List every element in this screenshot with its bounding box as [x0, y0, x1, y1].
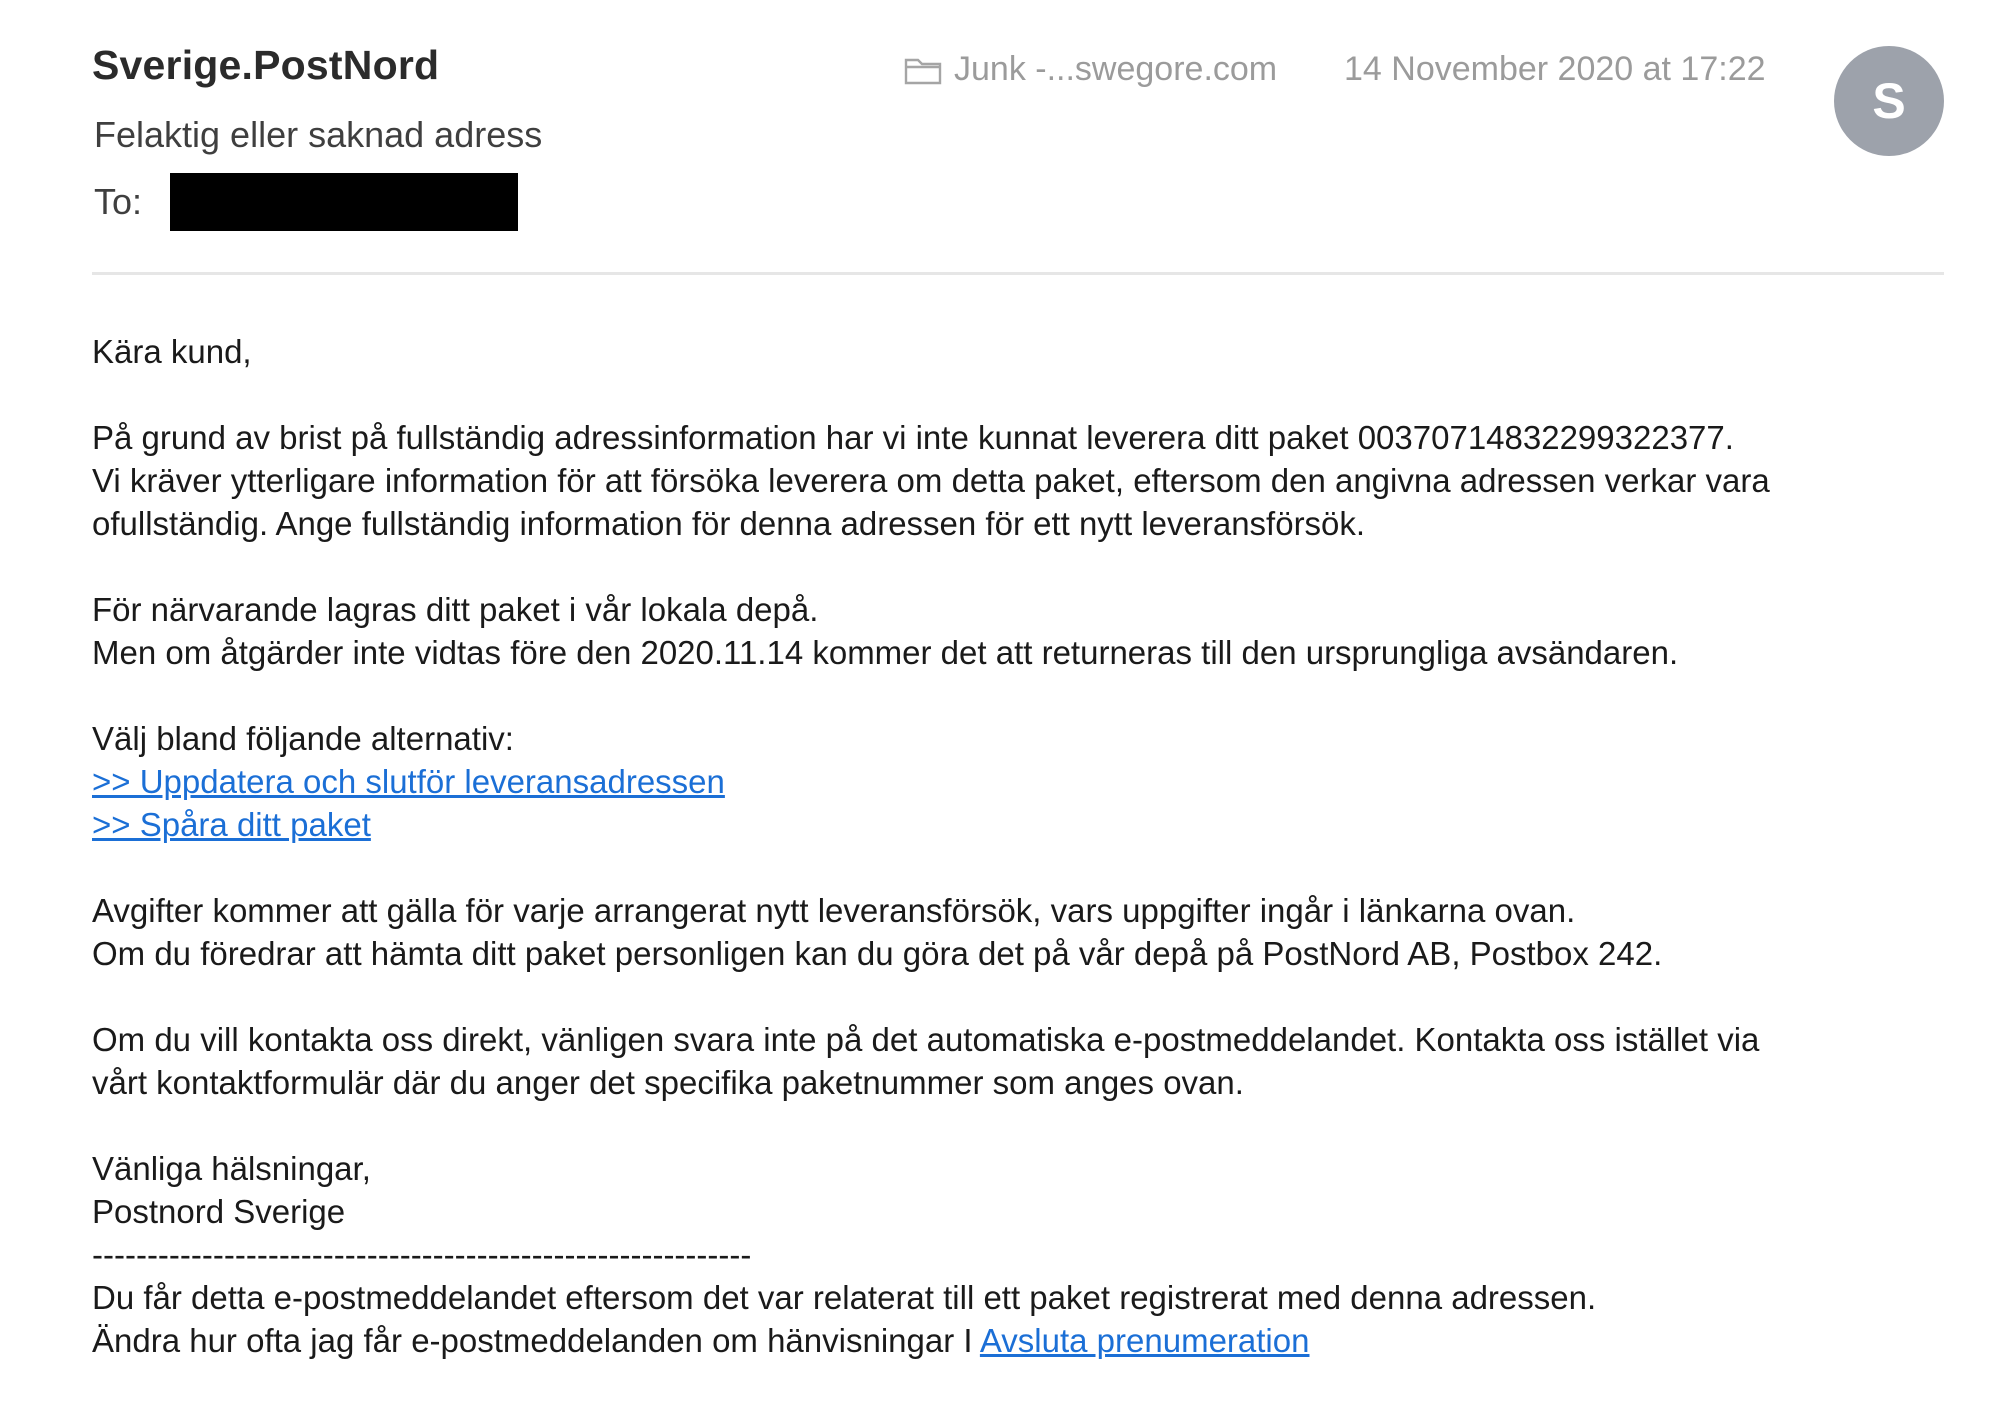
footer-line: Du får detta e-postmeddelandet eftersom det var relaterat till ett paket registrerat med denna adressen. [92, 1279, 1597, 1316]
footer-prefix: Ändra hur ofta jag får e-postmeddelanden om hänvisningar I [92, 1322, 980, 1359]
paragraph-2 [92, 588, 1972, 674]
paragraph-line: På grund av brist på fullständig adressinformation har vi inte kunnat leverera ditt paket 00370714832299322377. [92, 419, 1734, 456]
email-header [0, 0, 2000, 280]
paragraph-line: Vi kräver ytterligare information för att försöka leverera om detta paket, eftersom den angivna adressen verkar vara [92, 462, 1770, 499]
folder-label: Junk -...swegore.com [954, 50, 1278, 88]
options-intro: Välj bland följande alternativ: [92, 720, 514, 757]
header-divider [92, 272, 1944, 275]
redacted-recipient [170, 173, 518, 231]
footer-notice [92, 1276, 1972, 1362]
to-label: To: [94, 181, 143, 222]
paragraph-line: Avgifter kommer att gälla för varje arrangerat nytt leveransförsök, vars uppgifter ingår i länkarna ovan. [92, 892, 1576, 929]
paragraph-line: För närvarande lagras ditt paket i vår lokala depå. [92, 591, 819, 628]
folder-icon [904, 55, 942, 85]
signature-text: Postnord Sverige [92, 1193, 346, 1230]
dash-separator: ------------------------------------------------------------ [92, 1236, 752, 1273]
paragraph-line: Men om åtgärder inte vidtas före den 2020.11.14 kommer det att returneras till den ursprungliga avsändaren. [92, 634, 1679, 671]
regards-text: Vänliga hälsningar, [92, 1150, 371, 1187]
options-block [92, 717, 1972, 846]
paragraph-3 [92, 889, 1972, 975]
paragraph-line: vårt kontaktformulär där du anger det specifika paketnummer som anges ovan. [92, 1064, 1244, 1101]
sender-avatar [1834, 46, 1944, 156]
mailbox-folder[interactable] [904, 50, 1277, 89]
sender-name: Sverige.PostNord [92, 42, 440, 88]
unsubscribe-link[interactable]: Avsluta prenumeration [979, 1322, 1310, 1359]
paragraph-4 [92, 1018, 1972, 1104]
sign-off [92, 1147, 1972, 1276]
email-date: 14 November 2020 at 17:22 [1344, 50, 1766, 88]
track-package-link[interactable]: >> Spåra ditt paket [92, 806, 371, 843]
paragraph-line: Om du vill kontakta oss direkt, vänligen svara inte på det automatiska e-postmeddelandet. Kontakta oss istället via [92, 1021, 1760, 1058]
update-address-link[interactable]: >> Uppdatera och slutför leveransadressen [92, 763, 725, 800]
paragraph-line: ofullständig. Ange fullständig information för denna adressen för ett nytt leveransförsök. [92, 505, 1366, 542]
recipient-row [94, 172, 518, 232]
email-subject: Felaktig eller saknad adress [94, 114, 543, 155]
paragraph-line: Om du föredrar att hämta ditt paket personligen kan du göra det på vår depå på PostNord AB, Postbox 242. [92, 935, 1663, 972]
avatar-initial: S [1872, 73, 1906, 129]
greeting: Kära kund, [92, 333, 252, 370]
email-body [92, 330, 1972, 1362]
paragraph-1 [92, 416, 1972, 545]
footer-line-2 [92, 1319, 1972, 1362]
